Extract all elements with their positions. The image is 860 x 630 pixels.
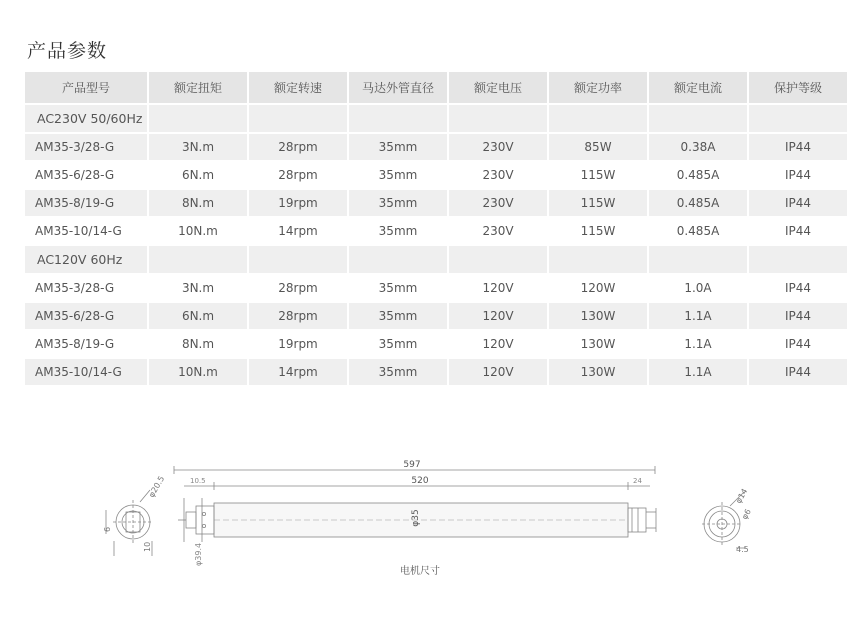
cell-model: AM35-8/19-G: [25, 190, 147, 218]
right-view-dim-c: 4.5: [736, 545, 749, 554]
cell-torque: 8N.m: [149, 190, 247, 218]
right-view-dim-b: φ6: [739, 507, 753, 521]
cell-speed: 19rpm: [249, 190, 347, 218]
header-model: 产品型号: [25, 72, 147, 105]
cell-torque: 3N.m: [149, 275, 247, 303]
cell-torque: 8N.m: [149, 331, 247, 359]
cell-protection: IP44: [749, 359, 847, 387]
header-tube-diameter: 马达外管直径: [349, 72, 447, 105]
cell-voltage: 120V: [449, 303, 547, 331]
cell-diameter: 35mm: [349, 218, 447, 246]
cell-power: 130W: [549, 359, 647, 387]
drawing-caption: 电机尺寸: [400, 566, 440, 577]
cell-power: 85W: [549, 134, 647, 162]
group-row-230v: [25, 105, 847, 134]
dim-right-offset: 24: [633, 477, 642, 485]
table-row: [25, 275, 847, 303]
cell-voltage: 120V: [449, 275, 547, 303]
cell-torque: 3N.m: [149, 134, 247, 162]
dim-body: 520: [411, 476, 429, 486]
cell-power: 115W: [549, 190, 647, 218]
dim-total: 597: [403, 460, 421, 470]
cell-voltage: 120V: [449, 359, 547, 387]
cell-model: AM35-10/14-G: [25, 359, 147, 387]
cell-speed: 14rpm: [249, 218, 347, 246]
cell-diameter: 35mm: [349, 303, 447, 331]
cell-diameter: 35mm: [349, 359, 447, 387]
header-speed: 额定转速: [249, 72, 347, 105]
spec-table: [23, 72, 849, 387]
table-row: [25, 218, 847, 246]
cell-current: 0.38A: [649, 134, 747, 162]
cell-model: AM35-3/28-G: [25, 134, 147, 162]
group-row-120v: [25, 246, 847, 275]
cell-voltage: 230V: [449, 134, 547, 162]
left-view-dim-a: φ20.5: [146, 474, 167, 499]
cell-current: 0.485A: [649, 218, 747, 246]
motor-side-view: [174, 460, 656, 566]
cell-protection: IP44: [749, 275, 847, 303]
cell-protection: IP44: [749, 162, 847, 190]
table-row: [25, 359, 847, 387]
left-end-view: [103, 475, 166, 556]
cell-speed: 14rpm: [249, 359, 347, 387]
cell-power: 115W: [549, 162, 647, 190]
cell-speed: 28rpm: [249, 134, 347, 162]
cell-power: 120W: [549, 275, 647, 303]
cell-torque: 6N.m: [149, 303, 247, 331]
table-row: [25, 303, 847, 331]
left-view-dim-b: 10: [143, 541, 152, 552]
cell-speed: 28rpm: [249, 275, 347, 303]
cell-protection: IP44: [749, 331, 847, 359]
right-end-view: [702, 487, 753, 554]
cell-current: 1.1A: [649, 331, 747, 359]
cell-torque: 10N.m: [149, 218, 247, 246]
group-label: AC230V 50/60Hz: [25, 105, 147, 134]
cell-current: 0.485A: [649, 190, 747, 218]
cell-diameter: 35mm: [349, 275, 447, 303]
header-voltage: 额定电压: [449, 72, 547, 105]
cell-current: 1.0A: [649, 275, 747, 303]
table-row: [25, 331, 847, 359]
cell-torque: 10N.m: [149, 359, 247, 387]
cell-voltage: 230V: [449, 162, 547, 190]
group-label: AC120V 60Hz: [25, 246, 147, 275]
cell-power: 115W: [549, 218, 647, 246]
header-protection: 保护等级: [749, 72, 847, 105]
cell-protection: IP44: [749, 190, 847, 218]
cell-protection: IP44: [749, 218, 847, 246]
cell-diameter: 35mm: [349, 190, 447, 218]
cell-power: 130W: [549, 331, 647, 359]
header-power: 额定功率: [549, 72, 647, 105]
cell-protection: IP44: [749, 303, 847, 331]
cell-current: 0.485A: [649, 162, 747, 190]
cell-voltage: 230V: [449, 218, 547, 246]
cell-voltage: 230V: [449, 190, 547, 218]
header-current: 额定电流: [649, 72, 747, 105]
right-view-dim-a: φ14: [733, 487, 750, 505]
cell-power: 130W: [549, 303, 647, 331]
cell-model: AM35-6/28-G: [25, 303, 147, 331]
left-view-dim-c: 6: [103, 526, 112, 532]
page-title: 产品参数: [27, 40, 108, 62]
cell-model: AM35-3/28-G: [25, 275, 147, 303]
cell-voltage: 120V: [449, 331, 547, 359]
cell-speed: 28rpm: [249, 162, 347, 190]
cell-diameter: 35mm: [349, 331, 447, 359]
cell-model: AM35-10/14-G: [25, 218, 147, 246]
cell-model: AM35-8/19-G: [25, 331, 147, 359]
table-row: [25, 162, 847, 190]
cell-current: 1.1A: [649, 359, 747, 387]
header-torque: 额定扭矩: [149, 72, 247, 105]
cell-speed: 19rpm: [249, 331, 347, 359]
dim-flange: φ39.4: [194, 542, 203, 566]
cell-speed: 28rpm: [249, 303, 347, 331]
dim-left-offset: 10.5: [190, 477, 206, 485]
cell-torque: 6N.m: [149, 162, 247, 190]
cell-current: 1.1A: [649, 303, 747, 331]
cell-diameter: 35mm: [349, 134, 447, 162]
table-row: [25, 134, 847, 162]
cell-diameter: 35mm: [349, 162, 447, 190]
table-row: [25, 190, 847, 218]
cell-model: AM35-6/28-G: [25, 162, 147, 190]
cell-protection: IP44: [749, 134, 847, 162]
table-header-row: [25, 72, 847, 105]
dim-diameter: φ35: [411, 509, 421, 527]
